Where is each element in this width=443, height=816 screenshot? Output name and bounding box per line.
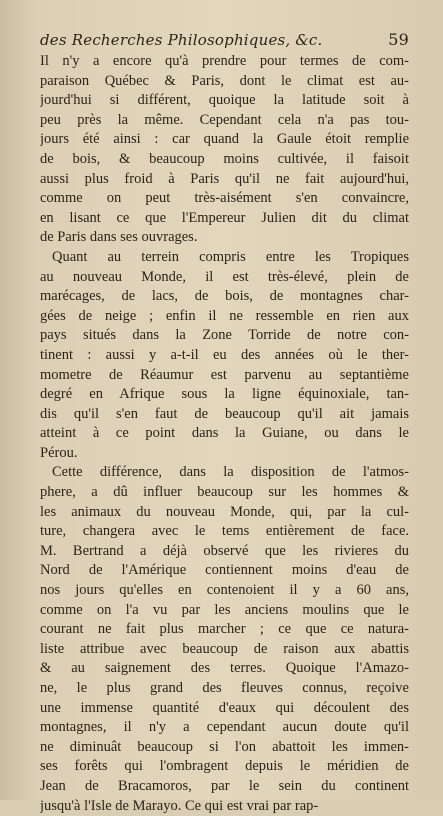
text-line: pays situés dans la Zone Torride de notre con- [40, 327, 409, 344]
text-line: liste attribue avec beaucoup de raison aux abattis [40, 640, 409, 657]
text-line: courant ne fait plus marcher ; ce que ce natura- [40, 621, 409, 638]
text-line: paraison Québec & Paris, dont le climat est au- [40, 72, 409, 89]
body-text [40, 52, 409, 816]
page-header [40, 30, 409, 52]
text-line: de bois, & beaucoup moins cultivée, il faisoit [40, 150, 409, 167]
paragraph [40, 463, 409, 816]
text-line: nos jours qu'elles en contenoient il y a 60 ans, [40, 582, 409, 599]
text-line: Cette différence, dans la disposition de l'atmos- [52, 464, 409, 481]
text-line: montagnes, il n'y a cependant aucun doute qu'il [40, 719, 409, 736]
text-line: une immense quantité d'eaux qui découlent des [40, 699, 409, 716]
text-line: atteint à ce point dans la Guiane, ou dans le [40, 425, 409, 442]
text-line: Nord de l'Amérique contiennent moins d'eau de [40, 562, 409, 579]
text-line: comme on peut très-aisément s'en convaincre, [40, 190, 409, 207]
text-line: phere, a dû influer beaucoup sur les hommes & [40, 484, 409, 501]
text-line: les animaux du nouveau Monde, qui, par la cul- [40, 503, 409, 520]
text-line: & au saignement des terres. Quoique l'Amazo- [40, 660, 409, 677]
paragraph [40, 248, 409, 464]
text-line: marécages, de lacs, de bois, de montagnes char- [40, 288, 409, 305]
text-line: Pérou. [40, 444, 78, 461]
text-line: jusqu'à l'Isle de Marayo. Ce qui est vrai par rap- [40, 797, 319, 814]
text-line: ture, changera avec le tems entièrement de face. [40, 523, 409, 540]
running-title: des Recherches Philosophiques, &c. [40, 31, 323, 49]
text-line: degré en Afrique sous la ligne équinoxiale, tan- [40, 386, 409, 403]
page-number: 59 [388, 30, 409, 49]
text-line: dis qu'il s'en faut de beaucoup qu'il ait jamais [40, 405, 409, 422]
text-line: comme on l'a vu par les anciens moulins que le [40, 601, 409, 618]
text-line: Jean de Bracamoros, par le sein du continent [40, 777, 409, 794]
text-line: jours été ainsi : car quand la Gaule étoit remplie [40, 131, 409, 148]
text-line: M. Bertrand a déjà observé que les rivieres du [40, 542, 409, 559]
text-line: au nouveau Monde, il est très-élevé, plein de [40, 268, 409, 285]
text-line: tinent : aussi y a-t-il eu des années où le ther- [40, 346, 409, 363]
text-line: mometre de Réaumur est parvenu au septantième [40, 366, 409, 383]
text-line: ses forêts qui l'ombragent depuis le méridien de [40, 758, 409, 775]
text-line: ne diminuât beaucoup si l'on abattoit les immen- [40, 738, 409, 755]
text-line: en lisant ce que l'Empereur Julien dit du climat [40, 209, 409, 226]
text-line: Quant au terrein compris entre les Tropiques [52, 248, 409, 265]
text-line: aussi plus froid à Paris qu'il ne fait aujourd'hui, [40, 170, 409, 187]
text-line: ne, le plus grand des fleuves connus, reçoive [40, 680, 409, 696]
text-line: Il n'y a encore qu'à prendre pour termes de com- [40, 53, 409, 69]
text-line: jourd'hui si différent, quoique la latitude soit à [40, 92, 409, 109]
text-line: de Paris dans ses ouvrages. [40, 229, 198, 246]
text-line: gées de neige ; enfin il ne ressemble en rien aux [40, 307, 409, 324]
paragraph [40, 52, 409, 248]
text-line: peu près la même. Cependant cela n'a pas tou- [40, 111, 409, 128]
